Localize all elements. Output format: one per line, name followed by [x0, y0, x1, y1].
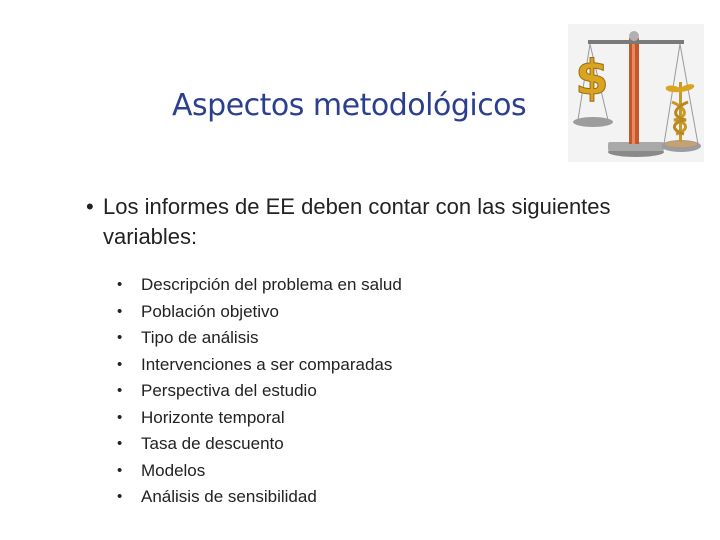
list-item-label: Horizonte temporal: [141, 407, 285, 427]
list-item-label: Modelos: [141, 460, 206, 480]
main-bullet-text: Los informes de EE deben contar con las siguientes variables:: [103, 194, 611, 249]
list-item-label: Tasa de descuento: [141, 434, 284, 453]
bullet-marker: •: [117, 435, 123, 452]
bullet-marker: •: [117, 461, 123, 479]
svg-text:$: $: [575, 50, 609, 106]
list-item-label: Análisis de sensibilidad: [141, 487, 317, 506]
slide-title: Aspectos metodológicos: [172, 88, 527, 123]
bullet-marker: •: [117, 302, 123, 320]
main-bullet: [86, 192, 646, 252]
bullet-marker: •: [117, 408, 123, 426]
list-item-label: Descripción del problema en salud: [141, 275, 402, 294]
bullet-marker: •: [117, 355, 123, 373]
list-item-label: Población objetivo: [141, 301, 279, 321]
list-item-label: Tipo de análisis: [141, 328, 259, 347]
bullet-marker: •: [117, 382, 123, 399]
list-item-label: Intervenciones a ser comparadas: [141, 354, 393, 374]
bullet-marker: •: [117, 329, 123, 346]
bullet-marker: •: [86, 194, 94, 219]
list-item-label: Perspectiva del estudio: [141, 381, 317, 400]
balance-scale-icon: [568, 24, 704, 162]
bullet-marker: •: [117, 488, 123, 505]
bullet-marker: •: [117, 276, 123, 293]
